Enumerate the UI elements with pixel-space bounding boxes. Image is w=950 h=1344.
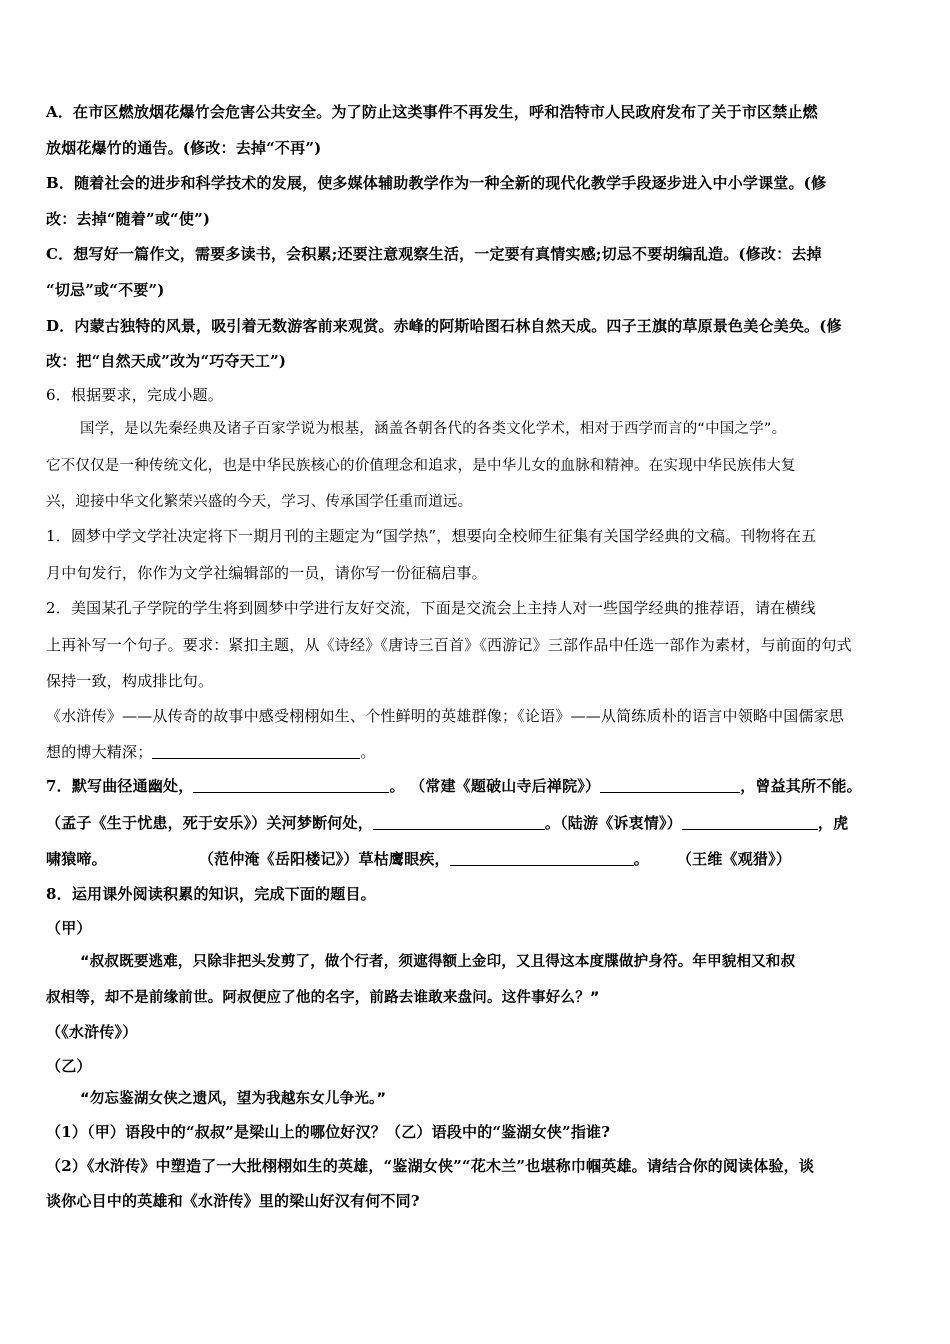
subquestion-2-line-2: 上再补写一个句子。要求：紧扣主题，从《诗经》《唐诗三百首》《西游记》三部作品中任选一部作为素材，与前面的句式 <box>46 636 852 654</box>
q7-text-5: 。（陆游《诉衷情》） <box>544 814 682 832</box>
passage-jia-line-2: 叔相等，却不是前缘前世。阿叔便应了他的名字，前路去谁敢来盘问。这件事好么？” <box>46 990 600 1006</box>
q7-text-2: 。 （常建《题破山寺后禅院》） <box>389 777 601 795</box>
recommendation-line-2 <box>46 741 906 763</box>
question-7-line-2 <box>46 812 906 834</box>
option-b-line-1: B．随着社会的进步和科学技术的发展，使多媒体辅助教学作为一种全新的现代化教学手段逐步进入中小学课堂。(修 <box>46 174 827 192</box>
answer-blank[interactable] <box>450 849 634 866</box>
q7-text-7: 啸猿啼。 <box>46 850 107 868</box>
subquestion-8-1: （1）（甲）语段中的“叔叔”是梁山上的哪位好汉？（乙）语段中的“鉴湖女侠”指谁? <box>46 1123 611 1141</box>
recommendation-prefix: 想的博大精深； <box>46 743 153 761</box>
guoxue-passage-line-2: 它不仅仅是一种传统文化，也是中华民族核心的价值理念和追求，是中华儿女的血脉和精神。在实现中华民族伟大复 <box>46 458 796 474</box>
subquestion-2-line-1: 2．美国某孔子学院的学生将到圆梦中学进行友好交流，下面是交流会上主持人对一些国学经典的推荐语，请在横线 <box>46 599 816 617</box>
recommendation-suffix: 。 <box>360 743 376 761</box>
question-6-intro: 6．根据要求，完成小题。 <box>46 386 223 404</box>
passage-yi-label: （乙） <box>46 1057 92 1075</box>
question-7-line-1 <box>46 775 906 797</box>
option-b-line-2: 改：去掉“随着”或“使”) <box>46 210 211 228</box>
option-c-line-1: C．想写好一篇作文，需要多读书，会积累;还要注意观察生活，一定要有真情实感;切忌不要胡编乱造。(修改：去掉 <box>46 245 822 263</box>
answer-blank[interactable] <box>682 813 818 830</box>
option-c-line-2: “切忌”或“不要”) <box>46 281 165 299</box>
answer-blank[interactable] <box>600 776 740 793</box>
q7-text-1: 7．默写曲径通幽处， <box>46 777 194 795</box>
option-a-line-1: A．在市区燃放烟花爆竹会危害公共安全。为了防止这类事件不再发生，呼和浩特市人民政府发布了关于市区禁止燃 <box>46 103 818 121</box>
passage-yi-line-1: “勿忘鉴湖女侠之遗风，望为我越东女儿争光。” <box>80 1091 387 1107</box>
option-d-line-2: 改：把“自然天成”改为“巧夺天工”) <box>46 352 287 370</box>
subquestion-1-line-2: 月中旬发行，你作为文学社编辑部的一员，请你写一份征稿启事。 <box>46 564 487 582</box>
answer-blank[interactable] <box>373 813 545 830</box>
question-7-line-3 <box>46 848 906 870</box>
q7-text-8: （范仲淹《岳阳楼记》）草枯鹰眼疾， <box>198 850 450 868</box>
subquestion-8-2-line-1: （2）《水浒传》中塑造了一大批栩栩如生的英雄，“鉴湖女侠”“花木兰”也堪称巾帼英雄。请结合你的阅读体验，谈 <box>46 1157 815 1175</box>
recommendation-line-1: 《水浒传》——从传奇的故事中感受栩栩如生、个性鲜明的英雄群像；《论语》——从简练质朴的语言中领略中国儒家思 <box>46 707 845 725</box>
passage-jia-label: （甲） <box>46 919 92 937</box>
q7-text-6: ，虎 <box>817 814 849 832</box>
option-a-line-2: 放烟花爆竹的通告。(修改：去掉“不再”) <box>46 139 322 157</box>
q7-text-4: （孟子《生于忧患，死于安乐》）关河梦断何处， <box>46 814 373 832</box>
answer-blank[interactable] <box>152 742 360 759</box>
q7-text-10: （王维《观猎》） <box>676 850 792 868</box>
passage-jia-source: （《水浒传》） <box>46 1023 138 1041</box>
passage-jia-line-1: “叔叔既要逃难，只除非把头发剪了，做个行者，须遮得额上金印，又且得这本度牒做护身符。年甲貌相又和叔 <box>80 954 796 970</box>
subquestion-8-2-line-2: 谈你心目中的英雄和《水浒传》里的梁山好汉有何不同? <box>46 1192 420 1210</box>
q7-text-9: 。 <box>633 850 649 868</box>
guoxue-passage-line-1: 国学，是以先秦经典及诸子百家学说为根基，涵盖各朝各代的各类文化学术，相对于西学而言的“中国之学”。 <box>80 421 787 437</box>
option-d-line-1: D．内蒙古独特的风景，吸引着无数游客前来观赏。赤峰的阿斯哈图石林自然天成。四子王旗的草原景色美仑美奂。(修 <box>46 317 842 335</box>
question-8-intro: 8．运用课外阅读积累的知识，完成下面的题目。 <box>46 885 376 903</box>
subquestion-1-line-1: 1．圆梦中学文学社决定将下一期月刊的主题定为“国学热”，想要向全校师生征集有关国学经典的文稿。刊物将在五 <box>46 527 817 545</box>
answer-blank[interactable] <box>193 776 389 793</box>
q7-text-3: ，曾益其所不能。 <box>740 777 862 795</box>
subquestion-2-line-3: 保持一致，构成排比句。 <box>46 672 214 690</box>
guoxue-passage-line-3: 兴，迎接中华文化繁荣兴盛的今天，学习、传承国学任重而道远。 <box>46 494 473 510</box>
